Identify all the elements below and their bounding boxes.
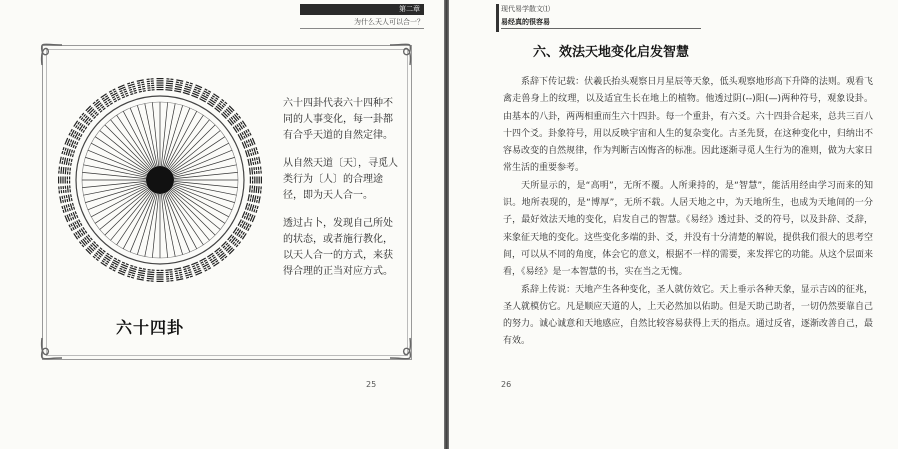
hexagram-symbol — [249, 185, 262, 193]
hexagram-symbol — [59, 194, 72, 203]
hexagram-symbol — [61, 147, 75, 157]
page-number: 26 — [501, 380, 512, 389]
corner-scroll-icon — [34, 336, 64, 366]
hexagram-symbol — [58, 167, 71, 175]
wheel-spoke — [123, 192, 153, 248]
hexagram-symbol — [137, 267, 146, 280]
hexagram-symbol — [64, 138, 78, 149]
paragraph: 从自然天道〔天〕，寻觅人类行为〔人〕的合理途径，即为天人合一。 — [283, 158, 398, 201]
running-header-right — [501, 4, 701, 29]
hexagram-symbol — [250, 177, 262, 184]
hexagram-symbol — [127, 265, 137, 279]
left-page-text — [283, 96, 401, 292]
hexagram-symbol — [174, 79, 183, 92]
hexagram-symbol — [242, 138, 256, 149]
wheel-spoke — [172, 143, 228, 173]
sixty-four-hexagram-wheel — [42, 62, 278, 298]
hexagram-symbol — [221, 241, 235, 255]
hexagram-symbol — [109, 258, 121, 272]
hexagram-symbol — [183, 81, 193, 95]
left-page — [0, 0, 444, 449]
hexagram-symbol — [59, 157, 72, 166]
hexagram-symbol — [58, 177, 70, 184]
hexagram-symbol — [191, 262, 202, 276]
hexagram-symbol — [61, 203, 75, 213]
wheel-spoke — [167, 192, 197, 248]
hexagram-symbol — [157, 78, 164, 90]
hexagram-symbol — [147, 78, 155, 91]
hexagram-symbol — [85, 105, 99, 119]
hexagram-symbol — [157, 270, 164, 282]
wheel-spoke — [91, 187, 147, 217]
hexagram-symbol — [242, 211, 256, 222]
hexagram-symbol — [199, 88, 211, 102]
running-header-left — [300, 4, 424, 29]
hexagram-symbol — [165, 78, 173, 91]
hexagram-symbol — [247, 157, 260, 166]
page-number: 25 — [366, 380, 377, 389]
book-title: 易经真的很容易 — [501, 17, 701, 29]
section-title: 六、效法天地变化启发智慧 — [533, 45, 690, 60]
hexagram-symbol — [165, 269, 173, 282]
paragraph: 透过占卜，发现自己所处的状态，或者施行教化，以天人合一的方式，来获得合理的正当对应方式。 — [283, 218, 393, 277]
right-page — [449, 0, 898, 449]
paragraph: 系辞下传记载：伏羲氏抬头观察日月星辰等天象，低头观察地形高下升降的法则。观看飞禽走兽身上的纹理，以及适宜生长在地上的植物。他透过阴(--)阳(—)两种符号，观象设卦。由基本的八卦，两两相重而生六十四卦。每一个重卦，有六爻。六十四卦合起来，总共三百八十四个爻。卦象符号，用以反映宇宙和人生的复杂变化。古圣先贤，在这种变化中，归纳出不容易改变的自然规律，作为判断吉凶悔吝的标准。因此逐渐寻觅人生行为的准则，做为大家日常生活的重要参考。 — [503, 77, 873, 174]
hexagram-symbol — [191, 84, 202, 98]
hexagram-symbol — [85, 241, 99, 255]
hexagram-symbol — [221, 105, 235, 119]
wheel-spoke — [123, 111, 153, 167]
chapter-label: 第二章 — [300, 4, 424, 15]
hexagram-symbol — [199, 258, 211, 272]
hexagram-symbol — [127, 81, 137, 95]
hexagram-symbol — [238, 219, 252, 231]
paragraph: 天所显示的，是“高明”，无所不覆。人所秉持的，是“智慧”，能活用经由学习而来的知识。地所表现的，是“博厚”，无所不载。人居天地之中，为天地所生，也成为天地间的一分子，最好效法天地的变化，启发自己的智慧。《易经》透过卦、爻的符号，以及卦辞、爻辞，来象征天地的变化。这些变化多端的卦、爻，并没有十分清楚的解说，提供我们很大的思考空间，可以从不同的角度，体会它的意义，根据不一样的需要，来发挥它的功能。从这个层面来看，《易经》是一本智慧的书，实在当之无愧。 — [503, 180, 873, 278]
wheel-spoke — [91, 143, 147, 173]
wheel-center — [146, 166, 174, 194]
series-label: 现代易学散文⑴ — [501, 5, 550, 13]
hexagram-symbol — [118, 262, 129, 276]
hexagram-symbol — [245, 203, 259, 213]
hexagram-symbol — [64, 211, 78, 222]
hexagram-symbol — [245, 147, 259, 157]
corner-scroll-icon — [388, 37, 418, 67]
paragraph: 系辞上传说：天地产生各种变化，圣人就仿效它。天上垂示各种天象，显示吉凶的征兆，圣人就模仿它。凡是顺应天道的人，上天必然加以佑助。但是天助己助者，一切仍然要靠自己的努力。诚心诚意和天地感应，自然比较容易获得上天的指点。通过反省，逐渐改善自己，最有效。 — [503, 284, 873, 347]
chapter-subtitle: 为什么天人可以合一？ — [300, 17, 424, 29]
hexagram-symbol — [118, 84, 129, 98]
hexagram-symbol — [147, 269, 155, 282]
hexagram-symbol — [183, 265, 193, 279]
hexagram-symbol — [68, 129, 82, 141]
hexagram-symbol — [238, 129, 252, 141]
paragraph: 六十四卦代表六十四种不同的人事变化，每一卦都有合乎天道的自然定律。 — [283, 98, 393, 141]
wheel-caption: 六十四卦 — [116, 318, 185, 337]
hexagram-symbol — [68, 219, 82, 231]
hexagram-symbol — [137, 79, 146, 92]
hexagram-symbol — [249, 167, 262, 175]
hexagram-symbol — [174, 267, 183, 280]
hexagram-symbol — [247, 194, 260, 203]
wheel-spoke — [172, 187, 228, 217]
corner-scroll-icon — [388, 336, 418, 366]
hexagram-symbol — [109, 88, 121, 102]
hexagram-symbol — [58, 185, 71, 193]
wheel-spoke — [167, 111, 197, 167]
right-page-text — [503, 74, 873, 351]
